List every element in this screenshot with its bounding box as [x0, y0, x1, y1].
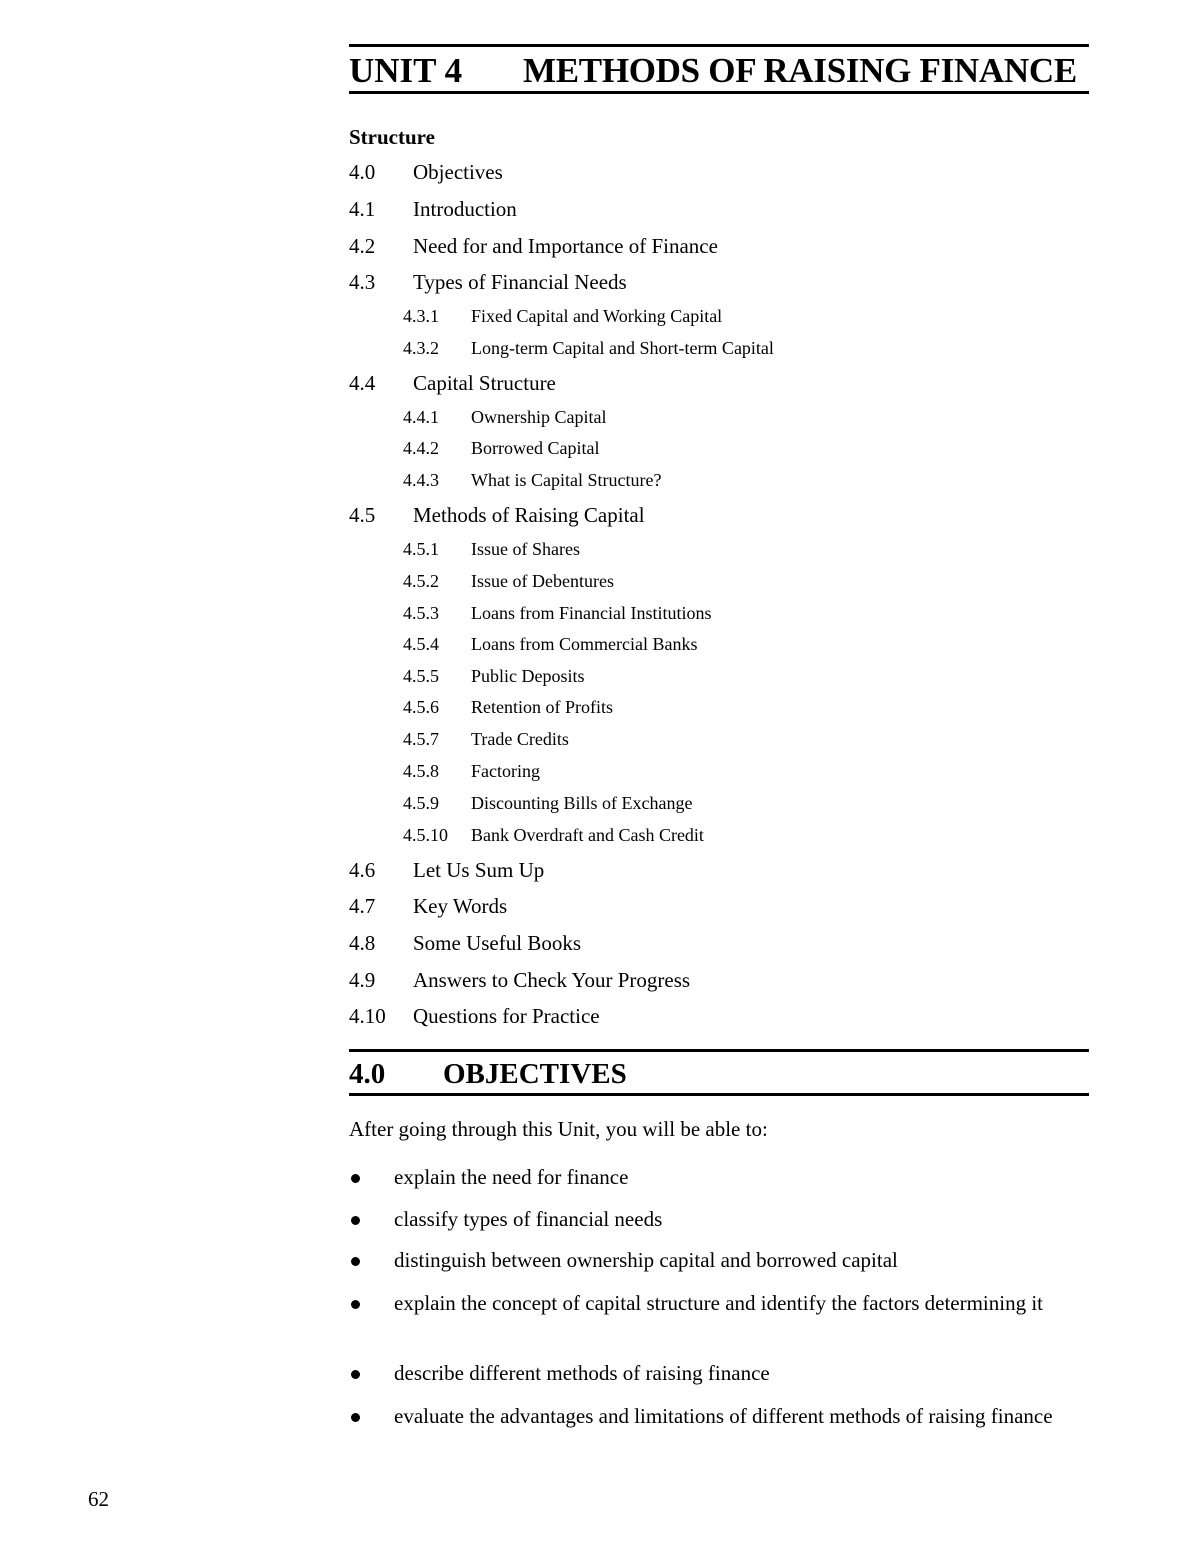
toc-item-number: 4.1: [349, 197, 376, 221]
toc-item-label: Questions for Practice: [413, 1004, 600, 1028]
page-number: 62: [88, 1487, 109, 1511]
objective-text: describe different methods of raising finance: [394, 1361, 770, 1385]
toc-item-number: 4.5.6: [403, 697, 439, 717]
toc-item-label: Trade Credits: [471, 729, 569, 749]
toc-item-number: 4.6: [349, 858, 376, 882]
objective-text: explain the concept of capital structure and identify the factors determining it: [394, 1291, 1044, 1315]
toc-item-label: Issue of Debentures: [471, 571, 614, 591]
bullet-icon: [351, 1370, 360, 1379]
toc-item-number: 4.0: [349, 160, 376, 184]
objectives-header: [349, 1049, 1089, 1096]
unit-header: [349, 44, 1089, 94]
toc-item-label: Let Us Sum Up: [413, 858, 545, 882]
toc-item-number: 4.5.3: [403, 603, 439, 623]
toc-item-label: Ownership Capital: [471, 407, 607, 427]
objective-text: classify types of financial needs: [394, 1207, 663, 1231]
toc-item-label: Methods of Raising Capital: [413, 503, 645, 527]
toc-item-label: Answers to Check Your Progress: [413, 968, 691, 992]
toc-item-label: Loans from Commercial Banks: [471, 634, 698, 654]
toc-item-label: Factoring: [471, 761, 540, 781]
toc-item-number: 4.9: [349, 968, 376, 992]
toc-item-number: 4.5.2: [403, 571, 439, 591]
toc-item-number: 4.2: [349, 234, 376, 258]
toc-item-label: Discounting Bills of Exchange: [471, 793, 693, 813]
bullet-icon: [351, 1413, 360, 1422]
objective-text: evaluate the advantages and limitations of different methods of raising finance: [394, 1404, 1053, 1428]
toc-item-number: 4.5.8: [403, 761, 439, 781]
objectives-title: OBJECTIVES: [443, 1058, 627, 1090]
toc-item-number: 4.5.7: [403, 729, 439, 749]
toc-item-number: 4.5.4: [403, 634, 439, 654]
toc-item-number: 4.4: [349, 371, 376, 395]
bullet-icon: [351, 1300, 360, 1309]
toc-item-label: Key Words: [413, 894, 508, 918]
toc-item-label: Fixed Capital and Working Capital: [471, 306, 723, 326]
toc-item-number: 4.5: [349, 503, 376, 527]
toc-item-label: Public Deposits: [471, 666, 585, 686]
toc-item-number: 4.5.5: [403, 666, 439, 686]
toc-item-number: 4.5.1: [403, 539, 439, 559]
toc-item-number: 4.4.1: [403, 407, 439, 427]
toc-item-number: 4.3.1: [403, 306, 439, 326]
toc-item-number: 4.7: [349, 894, 376, 918]
toc-item-number: 4.8: [349, 931, 376, 955]
toc-item-number: 4.3.2: [403, 338, 439, 358]
objectives-intro: After going through this Unit, you will be able to:: [349, 1117, 768, 1141]
toc-item-number: 4.3: [349, 270, 376, 294]
toc-item-label: Bank Overdraft and Cash Credit: [471, 825, 704, 845]
toc-item-label: Issue of Shares: [471, 539, 580, 559]
unit-title: METHODS OF RAISING FINANCE: [523, 51, 1077, 90]
toc-item-number: 4.4.2: [403, 438, 439, 458]
structure-heading: Structure: [349, 125, 435, 149]
toc-item-number: 4.5.9: [403, 793, 439, 813]
bullet-icon: [351, 1174, 360, 1183]
toc-item-label: Borrowed Capital: [471, 438, 600, 458]
toc-item-label: Long-term Capital and Short-term Capital: [471, 338, 774, 358]
toc-item-label: Need for and Importance of Finance: [413, 234, 718, 258]
toc-item-number: 4.4.3: [403, 470, 439, 490]
objectives-number: 4.0: [349, 1058, 386, 1090]
toc-item-label: Loans from Financial Institutions: [471, 603, 712, 623]
toc-item-number: 4.10: [349, 1004, 386, 1028]
toc-item-label: Capital Structure: [413, 371, 556, 395]
toc-item-label: Retention of Profits: [471, 697, 613, 717]
toc-item-label: Some Useful Books: [413, 931, 581, 955]
unit-number: UNIT 4: [349, 51, 463, 90]
toc-item-number: 4.5.10: [403, 825, 448, 845]
toc-item-label: What is Capital Structure?: [471, 470, 662, 490]
toc-item-label: Types of Financial Needs: [413, 270, 627, 294]
objective-text: distinguish between ownership capital and borrowed capital: [394, 1248, 898, 1272]
bullet-icon: [351, 1216, 360, 1225]
bullet-icon: [351, 1257, 360, 1266]
toc-item-label: Introduction: [413, 197, 517, 221]
toc-item-label: Objectives: [413, 160, 503, 184]
objective-text: explain the need for finance: [394, 1165, 629, 1189]
